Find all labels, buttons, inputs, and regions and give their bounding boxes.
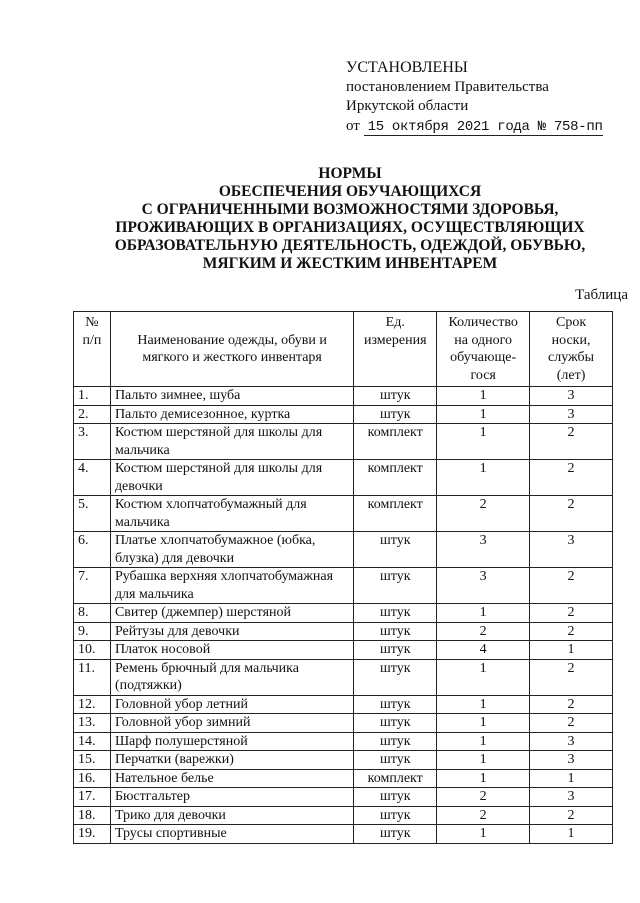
row-num: 6. — [74, 532, 111, 568]
item-unit: штук — [354, 714, 437, 733]
item-name: Головной убор летний — [110, 695, 353, 714]
row-num: 3. — [74, 424, 111, 460]
header-num: № п/п — [74, 312, 111, 387]
item-name: Рубашка верхняя хлопчатобумажная для мальчика — [110, 568, 353, 604]
item-term: 3 — [530, 532, 613, 568]
item-qty: 1 — [437, 604, 530, 623]
item-unit: штук — [354, 405, 437, 424]
header-name: Наименование одежды, обуви и мягкого и жесткого инвентаря — [110, 312, 353, 387]
item-qty: 1 — [437, 825, 530, 844]
item-term: 2 — [530, 714, 613, 733]
item-term: 2 — [530, 424, 613, 460]
item-term: 2 — [530, 496, 613, 532]
table-row — [74, 659, 613, 695]
item-term: 2 — [530, 695, 613, 714]
item-qty: 1 — [437, 695, 530, 714]
item-term: 2 — [530, 806, 613, 825]
item-term: 3 — [530, 788, 613, 807]
item-term: 2 — [530, 604, 613, 623]
item-qty: 1 — [437, 460, 530, 496]
title-line: НОРМЫ — [318, 165, 382, 182]
row-num: 18. — [74, 806, 111, 825]
item-qty: 2 — [437, 788, 530, 807]
table-row — [74, 604, 613, 623]
row-num: 12. — [74, 695, 111, 714]
row-num: 1. — [74, 387, 111, 406]
approval-block — [346, 58, 603, 137]
item-unit: штук — [354, 659, 437, 695]
item-term: 3 — [530, 405, 613, 424]
item-unit: комплект — [354, 769, 437, 788]
item-qty: 1 — [437, 732, 530, 751]
date-prefix: от — [346, 117, 360, 134]
item-name: Платок носовой — [110, 641, 353, 660]
approval-line-2: Иркутской области — [346, 98, 469, 114]
norms-table — [73, 311, 613, 844]
item-unit: штук — [354, 751, 437, 770]
row-num: 15. — [74, 751, 111, 770]
item-name: Перчатки (варежки) — [110, 751, 353, 770]
item-term: 3 — [530, 732, 613, 751]
table-row — [74, 806, 613, 825]
row-num: 4. — [74, 460, 111, 496]
item-unit: штук — [354, 806, 437, 825]
item-term: 2 — [530, 622, 613, 641]
table-label: Таблица — [575, 287, 628, 303]
item-unit: комплект — [354, 424, 437, 460]
table-row — [74, 825, 613, 844]
table-row — [74, 695, 613, 714]
row-num: 17. — [74, 788, 111, 807]
item-term: 2 — [530, 568, 613, 604]
item-name: Костюм шерстяной для школы для девочки — [110, 460, 353, 496]
item-name: Пальто зимнее, шуба — [110, 387, 353, 406]
item-term: 2 — [530, 659, 613, 695]
item-qty: 1 — [437, 714, 530, 733]
item-term: 2 — [530, 460, 613, 496]
table-row — [74, 622, 613, 641]
item-qty: 3 — [437, 532, 530, 568]
item-unit: штук — [354, 387, 437, 406]
row-num: 8. — [74, 604, 111, 623]
header-unit: Ед. измерения — [354, 312, 437, 387]
item-qty: 1 — [437, 387, 530, 406]
title-line: С ОГРАНИЧЕННЫМИ ВОЗМОЖНОСТЯМИ ЗДОРОВЬЯ, — [141, 201, 559, 218]
table-row — [74, 751, 613, 770]
item-unit: штук — [354, 825, 437, 844]
table-row — [74, 532, 613, 568]
header-qty: Количество на одного обучающе- гося — [437, 312, 530, 387]
item-name: Шарф полушерстяной — [110, 732, 353, 751]
table-header-row — [74, 312, 613, 387]
item-term: 1 — [530, 769, 613, 788]
item-unit: штук — [354, 532, 437, 568]
approval-line-1: постановлением Правительства — [346, 78, 549, 95]
row-num: 13. — [74, 714, 111, 733]
item-name: Свитер (джемпер) шерстяной — [110, 604, 353, 623]
document-title — [60, 165, 640, 273]
row-num: 14. — [74, 732, 111, 751]
item-name: Бюстгальтер — [110, 788, 353, 807]
table-row — [74, 714, 613, 733]
row-num: 10. — [74, 641, 111, 660]
item-name: Рейтузы для девочки — [110, 622, 353, 641]
item-name: Платье хлопчатобумажное (юбка, блузка) для девочки — [110, 532, 353, 568]
approval-heading: УСТАНОВЛЕНЫ — [346, 59, 468, 76]
title-line: ОБРАЗОВАТЕЛЬНУЮ ДЕЯТЕЛЬНОСТЬ, ОДЕЖДОЙ, ОБУВЬЮ, — [114, 237, 586, 254]
table-row — [74, 769, 613, 788]
table-row — [74, 732, 613, 751]
item-qty: 1 — [437, 659, 530, 695]
item-qty: 1 — [437, 751, 530, 770]
item-term: 1 — [530, 825, 613, 844]
item-qty: 1 — [437, 405, 530, 424]
table-row — [74, 788, 613, 807]
row-num: 9. — [74, 622, 111, 641]
table-row — [74, 641, 613, 660]
item-unit: штук — [354, 732, 437, 751]
row-num: 7. — [74, 568, 111, 604]
item-qty: 1 — [437, 769, 530, 788]
item-unit: штук — [354, 788, 437, 807]
table-row — [74, 405, 613, 424]
row-num: 16. — [74, 769, 111, 788]
item-qty: 4 — [437, 641, 530, 660]
item-qty: 3 — [437, 568, 530, 604]
item-term: 1 — [530, 641, 613, 660]
title-line: МЯГКИМ И ЖЕСТКИМ ИНВЕНТАРЕМ — [202, 255, 498, 272]
item-unit: комплект — [354, 496, 437, 532]
item-qty: 1 — [437, 424, 530, 460]
item-unit: комплект — [354, 460, 437, 496]
title-line: ОБЕСПЕЧЕНИЯ ОБУЧАЮЩИХСЯ — [218, 183, 482, 200]
item-unit: штук — [354, 622, 437, 641]
item-qty: 2 — [437, 496, 530, 532]
header-term: Срок носки, службы (лет) — [530, 312, 613, 387]
item-qty: 2 — [437, 622, 530, 641]
item-name: Трусы спортивные — [110, 825, 353, 844]
table-row — [74, 424, 613, 460]
row-num: 19. — [74, 825, 111, 844]
item-term: 3 — [530, 751, 613, 770]
table-row — [74, 387, 613, 406]
row-num: 2. — [74, 405, 111, 424]
item-name: Пальто демисезонное, куртка — [110, 405, 353, 424]
item-term: 3 — [530, 387, 613, 406]
item-name: Нательное белье — [110, 769, 353, 788]
decree-date-number: 15 октября 2021 года № 758-пп — [364, 119, 603, 136]
title-line: ПРОЖИВАЮЩИХ В ОРГАНИЗАЦИЯХ, ОСУЩЕСТВЛЯЮЩИХ — [115, 219, 585, 236]
item-qty: 2 — [437, 806, 530, 825]
row-num: 5. — [74, 496, 111, 532]
table-row — [74, 460, 613, 496]
item-unit: штук — [354, 695, 437, 714]
table-row — [74, 568, 613, 604]
item-unit: штук — [354, 641, 437, 660]
item-unit: штук — [354, 568, 437, 604]
item-name: Ремень брючный для мальчика (подтяжки) — [110, 659, 353, 695]
item-unit: штук — [354, 604, 437, 623]
approval-date-line — [346, 117, 603, 138]
item-name: Костюм шерстяной для школы для мальчика — [110, 424, 353, 460]
item-name: Костюм хлопчатобумажный для мальчика — [110, 496, 353, 532]
item-name: Головной убор зимний — [110, 714, 353, 733]
item-name: Трико для девочки — [110, 806, 353, 825]
table-row — [74, 496, 613, 532]
row-num: 11. — [74, 659, 111, 695]
